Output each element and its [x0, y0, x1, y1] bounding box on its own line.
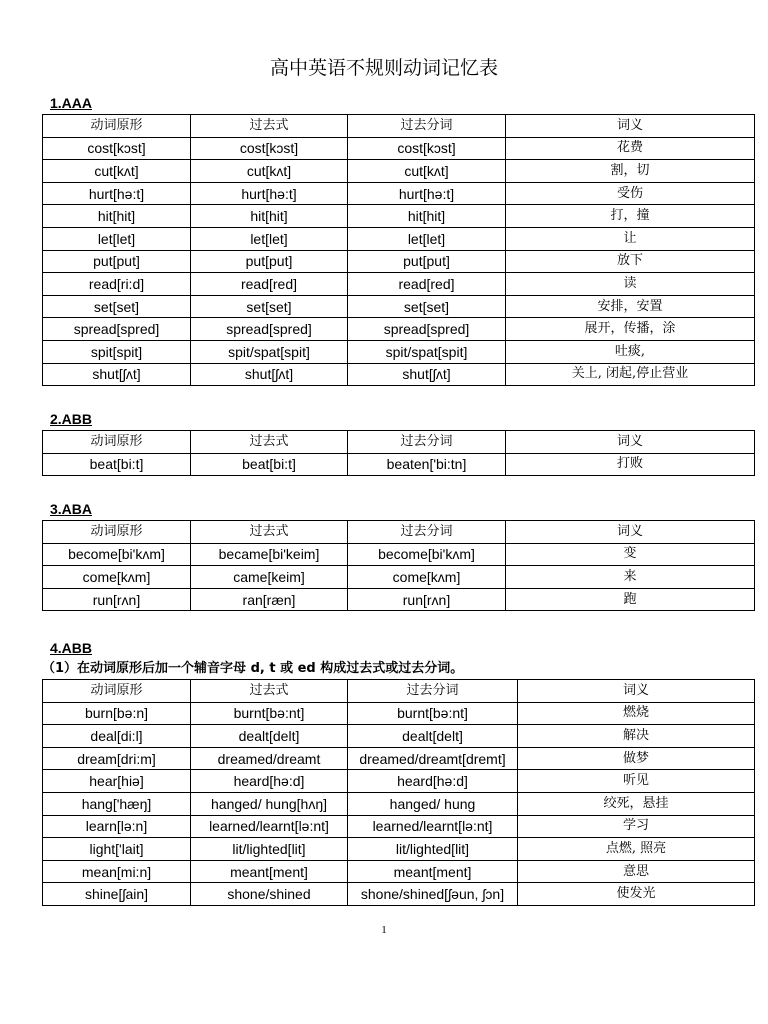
- meaning-cell: 打败: [506, 453, 755, 476]
- base-form-cell: run[rʌn]: [43, 588, 191, 611]
- column-header: 动词原形: [43, 680, 191, 703]
- column-header: 过去式: [191, 115, 348, 138]
- past-tense-cell: meant[ment]: [191, 860, 348, 883]
- past-participle-cell: become[bi'kʌm]: [348, 543, 506, 566]
- meaning-cell: 绞死，悬挂: [518, 792, 755, 815]
- meaning-cell: 割，切: [506, 160, 755, 183]
- meaning-cell: 意思: [518, 860, 755, 883]
- past-participle-cell: let[let]: [348, 227, 506, 250]
- past-tense-cell: beat[bi:t]: [191, 453, 348, 476]
- column-header: 过去式: [191, 521, 348, 544]
- table-row: [43, 182, 755, 205]
- table-row: [43, 588, 755, 611]
- table-row: [43, 792, 755, 815]
- past-tense-cell: hit[hit]: [191, 205, 348, 228]
- past-participle-cell: set[set]: [348, 295, 506, 318]
- meaning-cell: 安排，安置: [506, 295, 755, 318]
- past-tense-cell: became[bi'keim]: [191, 543, 348, 566]
- table-header-row: [43, 680, 755, 703]
- past-tense-cell: dealt[delt]: [191, 725, 348, 748]
- table-row: [43, 838, 755, 861]
- column-header: 过去式: [191, 680, 348, 703]
- base-form-cell: burn[bə:n]: [43, 702, 191, 725]
- past-tense-cell: learned/learnt[lə:nt]: [191, 815, 348, 838]
- section-abb: [42, 408, 754, 476]
- past-participle-cell: hit[hit]: [348, 205, 506, 228]
- past-tense-cell: cost[kɔst]: [191, 137, 348, 160]
- base-form-cell: put[put]: [43, 250, 191, 273]
- past-tense-cell: read[red]: [191, 273, 348, 296]
- past-participle-cell: heard[hə:d]: [348, 770, 518, 793]
- table-row: [43, 770, 755, 793]
- meaning-cell: 关上, 闭起,停止营业: [506, 363, 755, 386]
- base-form-cell: light['lait]: [43, 838, 191, 861]
- past-participle-cell: hanged/ hung: [348, 792, 518, 815]
- past-participle-cell: read[red]: [348, 273, 506, 296]
- meaning-cell: 花费: [506, 137, 755, 160]
- table-row: [43, 725, 755, 748]
- table-row: [43, 160, 755, 183]
- past-participle-cell: lit/lighted[lit]: [348, 838, 518, 861]
- table-row: [43, 453, 755, 476]
- past-tense-cell: cut[kʌt]: [191, 160, 348, 183]
- meaning-cell: 打，撞: [506, 205, 755, 228]
- section-heading: 2.ABB: [50, 411, 93, 427]
- base-form-cell: hit[hit]: [43, 205, 191, 228]
- past-tense-cell: shut[ʃʌt]: [191, 363, 348, 386]
- base-form-cell: deal[di:l]: [43, 725, 191, 748]
- section-heading: 4.ABB: [50, 640, 93, 656]
- verb-table: [42, 520, 755, 611]
- meaning-cell: 使发光: [518, 883, 755, 906]
- column-header: 过去分词: [348, 521, 506, 544]
- past-participle-cell: come[kʌm]: [348, 566, 506, 589]
- table-row: [43, 363, 755, 386]
- verb-table: [42, 679, 755, 906]
- meaning-cell: 读: [506, 273, 755, 296]
- table-row: [43, 137, 755, 160]
- base-form-cell: shut[ʃʌt]: [43, 363, 191, 386]
- base-form-cell: beat[bi:t]: [43, 453, 191, 476]
- past-participle-cell: run[rʌn]: [348, 588, 506, 611]
- section-aba: [42, 498, 754, 611]
- base-form-cell: spit[spit]: [43, 340, 191, 363]
- meaning-cell: 受伤: [506, 182, 755, 205]
- column-header: 过去式: [191, 431, 348, 454]
- verb-table: [42, 114, 755, 386]
- meaning-cell: 放下: [506, 250, 755, 273]
- meaning-cell: 展开，传播，涂: [506, 318, 755, 341]
- base-form-cell: dream[dri:m]: [43, 747, 191, 770]
- past-participle-cell: put[put]: [348, 250, 506, 273]
- page-title: 高中英语不规则动词记忆表: [269, 57, 498, 79]
- table-header-row: [43, 431, 755, 454]
- column-header: 词义: [506, 115, 755, 138]
- past-participle-cell: dreamed/dreamt[dremt]: [348, 747, 518, 770]
- past-participle-cell: hurt[hə:t]: [348, 182, 506, 205]
- past-tense-cell: hurt[hə:t]: [191, 182, 348, 205]
- meaning-cell: 燃烧: [518, 702, 755, 725]
- section-heading: 3.ABA: [50, 501, 93, 517]
- column-header: 词义: [506, 521, 755, 544]
- past-participle-cell: learned/learnt[lə:nt]: [348, 815, 518, 838]
- past-tense-cell: shone/shined: [191, 883, 348, 906]
- meaning-cell: 点燃, 照亮: [518, 838, 755, 861]
- column-header: 动词原形: [43, 115, 191, 138]
- past-tense-cell: spit/spat[spit]: [191, 340, 348, 363]
- base-form-cell: hurt[hə:t]: [43, 182, 191, 205]
- base-form-cell: let[let]: [43, 227, 191, 250]
- column-header: 过去分词: [348, 115, 506, 138]
- past-tense-cell: came[keim]: [191, 566, 348, 589]
- table-row: [43, 747, 755, 770]
- table-row: [43, 295, 755, 318]
- past-participle-cell: spit/spat[spit]: [348, 340, 506, 363]
- base-form-cell: come[kʌm]: [43, 566, 191, 589]
- past-participle-cell: beaten['bi:tn]: [348, 453, 506, 476]
- table-row: [43, 860, 755, 883]
- meaning-cell: 跑: [506, 588, 755, 611]
- base-form-cell: become[bi'kʌm]: [43, 543, 191, 566]
- past-participle-cell: shone/shined[ʃəun, ʃɔn]: [348, 883, 518, 906]
- meaning-cell: 听见: [518, 770, 755, 793]
- table-header-row: [43, 115, 755, 138]
- base-form-cell: cut[kʌt]: [43, 160, 191, 183]
- past-participle-cell: burnt[bə:nt]: [348, 702, 518, 725]
- table-row: [43, 273, 755, 296]
- section-note: （1）在动词原形后加一个辅音字母 d, t 或 ed 构成过去式或过去分词。: [42, 661, 464, 676]
- section-heading: 1.AAA: [50, 95, 93, 111]
- past-tense-cell: heard[hə:d]: [191, 770, 348, 793]
- past-participle-cell: shut[ʃʌt]: [348, 363, 506, 386]
- table-row: [43, 883, 755, 906]
- column-header: 动词原形: [43, 521, 191, 544]
- past-tense-cell: let[let]: [191, 227, 348, 250]
- base-form-cell: mean[mi:n]: [43, 860, 191, 883]
- meaning-cell: 解决: [518, 725, 755, 748]
- base-form-cell: learn[lə:n]: [43, 815, 191, 838]
- base-form-cell: spread[spred]: [43, 318, 191, 341]
- section-abb-consonant: [42, 637, 754, 906]
- column-header: 词义: [506, 431, 755, 454]
- past-tense-cell: dreamed/dreamt: [191, 747, 348, 770]
- past-tense-cell: set[set]: [191, 295, 348, 318]
- table-row: [43, 815, 755, 838]
- table-row: [43, 702, 755, 725]
- past-participle-cell: spread[spred]: [348, 318, 506, 341]
- meaning-cell: 让: [506, 227, 755, 250]
- past-participle-cell: cut[kʌt]: [348, 160, 506, 183]
- section-aaa: [42, 92, 754, 386]
- meaning-cell: 学习: [518, 815, 755, 838]
- column-header: 词义: [518, 680, 755, 703]
- past-participle-cell: cost[kɔst]: [348, 137, 506, 160]
- table-row: [43, 227, 755, 250]
- past-tense-cell: put[put]: [191, 250, 348, 273]
- page-number: 1: [381, 924, 387, 936]
- past-participle-cell: dealt[delt]: [348, 725, 518, 748]
- base-form-cell: set[set]: [43, 295, 191, 318]
- base-form-cell: shine[ʃain]: [43, 883, 191, 906]
- base-form-cell: hear[hiə]: [43, 770, 191, 793]
- column-header: 过去分词: [348, 680, 518, 703]
- past-tense-cell: hanged/ hung[hʌŋ]: [191, 792, 348, 815]
- past-tense-cell: ran[ræn]: [191, 588, 348, 611]
- base-form-cell: hang['hæŋ]: [43, 792, 191, 815]
- past-tense-cell: burnt[bə:nt]: [191, 702, 348, 725]
- table-row: [43, 543, 755, 566]
- past-participle-cell: meant[ment]: [348, 860, 518, 883]
- table-row: [43, 340, 755, 363]
- table-row: [43, 318, 755, 341]
- past-tense-cell: spread[spred]: [191, 318, 348, 341]
- base-form-cell: cost[kɔst]: [43, 137, 191, 160]
- meaning-cell: 吐痰,: [506, 340, 755, 363]
- meaning-cell: 来: [506, 566, 755, 589]
- meaning-cell: 做梦: [518, 747, 755, 770]
- table-row: [43, 566, 755, 589]
- past-tense-cell: lit/lighted[lit]: [191, 838, 348, 861]
- table-row: [43, 250, 755, 273]
- base-form-cell: read[ri:d]: [43, 273, 191, 296]
- column-header: 动词原形: [43, 431, 191, 454]
- verb-table: [42, 430, 755, 476]
- meaning-cell: 变: [506, 543, 755, 566]
- table-header-row: [43, 521, 755, 544]
- column-header: 过去分词: [348, 431, 506, 454]
- table-row: [43, 205, 755, 228]
